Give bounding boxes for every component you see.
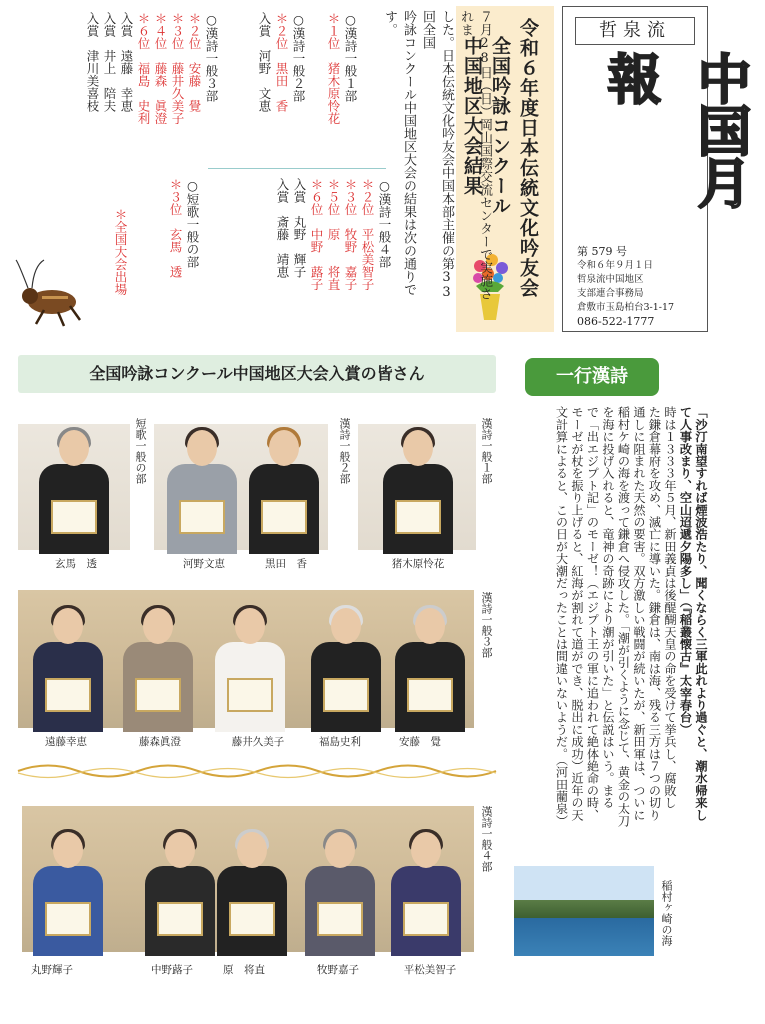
photo-caption: 中野蕗子 <box>151 964 193 976</box>
result-entry: 入賞 井上 陪夫 <box>102 12 117 112</box>
issue-info <box>577 245 674 329</box>
person-figure <box>391 832 461 952</box>
poem-paragraph-line: で「出エジプト記」のモーゼ！（エジプト王の軍に追われて絶体絶命の時、 <box>585 406 600 821</box>
photo-group-label: 漢詩一般２部 <box>338 418 351 484</box>
photo-caption: 藤井久美子 <box>231 736 285 748</box>
photo-caption: 平松美智子 <box>403 964 457 976</box>
photo-caption: 玄馬 透 <box>55 558 97 570</box>
photo-group-label: 漢詩一般４部 <box>480 806 493 872</box>
results-kanshi-1 <box>325 12 359 170</box>
intro-text <box>380 10 494 310</box>
photo-group-3 <box>18 590 474 728</box>
poem-banner: 一行漢詩 <box>525 358 659 396</box>
person-figure <box>123 608 193 728</box>
person-figure <box>33 832 103 952</box>
person-figure <box>383 430 453 550</box>
brand-label: 哲泉流 <box>575 17 695 45</box>
photo-group-4 <box>22 806 474 952</box>
person-figure <box>311 608 381 728</box>
results-kanshi-4 <box>274 178 393 336</box>
photo-winner <box>358 424 476 550</box>
result-entry: 入賞 河野 文恵 <box>257 12 272 112</box>
result-entry: 入賞 丸野 輝子 <box>292 178 307 278</box>
result-entry: ＊３位 藤井久美子 <box>170 12 185 125</box>
newsletter-title-text: 中国月報 <box>599 51 752 207</box>
photo-caption: 丸野輝子 <box>31 964 73 976</box>
org-address: 倉敷市玉島柏台3-1-17 <box>577 302 675 313</box>
event-title-line3: 中国地区大会結果 <box>461 36 483 196</box>
result-entry: ＊２位 安藤 覺 <box>187 12 202 112</box>
result-entry: ＊１位 猪木原怜花 <box>326 12 341 125</box>
ornament-divider <box>18 760 496 782</box>
person-figure <box>215 608 285 728</box>
intro-line: ７月28日（日）岡山国際交流センターで実施されま <box>458 10 492 300</box>
result-entry: ＊３位 牧野 嘉子 <box>343 178 358 291</box>
result-entry: ＊２位 黒田 香 <box>274 12 289 112</box>
national-note-text: ＊全国大会出場 <box>113 208 128 296</box>
photo-caption: 福島史利 <box>319 736 361 748</box>
result-entry: ＊６位 福島 史利 <box>136 12 151 125</box>
results-kanshi-2 <box>256 12 307 170</box>
photo-caption: 安藤 覺 <box>399 736 441 748</box>
result-heading: ○短歌一般の部 <box>185 178 200 268</box>
person-figure <box>33 608 103 728</box>
results-tanka <box>167 178 201 336</box>
result-entry: ＊４位 藤森 眞澄 <box>153 12 168 125</box>
org-name: 哲泉流中国地区 <box>577 274 644 285</box>
person-figure <box>145 832 215 952</box>
issue-date: 令和６年９月１日 <box>577 260 654 271</box>
poem-paragraph-line: 稲村ケ崎の海を渡って鎌倉へ侵攻した。「潮が引くように念じて、黄金の太刀 <box>616 406 631 827</box>
intro-line: した。日本伝統文化吟友会中国本部主催の第33回全国 <box>420 10 454 300</box>
result-entry: 入賞 津川美喜枝 <box>85 12 100 112</box>
photo-caption: 原 将直 <box>223 964 265 976</box>
issue-number: 第 579 号 <box>577 245 627 258</box>
result-entry: 入賞 斎藤 靖恵 <box>275 178 290 278</box>
result-heading: ○漢詩一般４部 <box>377 178 392 268</box>
photo-caption: 牧野嘉子 <box>317 964 359 976</box>
masthead <box>562 6 752 332</box>
photo-winners <box>154 424 328 550</box>
divider <box>208 168 386 169</box>
event-title-line1: 令和６年度日本伝統文化吟友会 <box>517 18 539 298</box>
result-entry: ＊５位 原 将直 <box>326 178 341 291</box>
person-figure <box>217 832 287 952</box>
poem-section <box>512 400 712 840</box>
person-figure <box>305 832 375 952</box>
results-kanshi-3 <box>84 12 220 170</box>
newsletter-title <box>585 51 752 231</box>
poem-paragraph-line: た鎌倉幕府を攻め、滅亡に導いた。鎌倉は、南は海、残る三方は７つの切り <box>647 406 662 821</box>
person-figure <box>39 430 109 550</box>
poem-paragraph-line: 通しに阻まれた天然の要害。双方激しい戦闘が続いたが、新田軍は、ついに <box>632 406 646 821</box>
sea-photo-caption: 稲村ヶ崎の海 <box>660 880 673 946</box>
photo-caption: 藤森眞澄 <box>139 736 181 748</box>
result-entry: ＊６位 中野 蕗子 <box>309 178 324 291</box>
org-office: 支部連合事務局 <box>577 288 644 299</box>
photo-group-label: 漢詩一般１部 <box>480 418 493 484</box>
photo-caption: 遠藤幸恵 <box>45 736 87 748</box>
photo-winner <box>18 424 130 550</box>
photo-caption: 黒田 香 <box>265 558 307 570</box>
photo-caption: 河野文恵 <box>183 558 225 570</box>
result-heading: ○漢詩一般２部 <box>291 12 306 102</box>
poem-paragraph-line: 文計算によると、この日が大潮だったことは間違いないようだ。（河田藺泉） <box>554 406 569 827</box>
section-banner: 全国吟詠コンクール中国地区大会入賞の皆さん <box>18 355 496 393</box>
result-heading: ○漢詩一般３部 <box>204 12 219 102</box>
result-heading: ○漢詩一般１部 <box>343 12 358 102</box>
photo-caption: 猪木原怜花 <box>391 558 445 570</box>
poem-quote: 「沙汀南望すれば煙波浩たり、聞くならく三軍此れより過ぐと、潮水帰来して人事改まり、空山迢遞夕陽多し」（『稲叢懐古』太宰春台） <box>678 406 708 821</box>
poem-paragraph-line: モーゼが杖を振り上げると、紅海が割れて道ができ、脱出に成功）近年の天 <box>570 406 584 821</box>
person-figure <box>249 430 319 550</box>
poem-paragraph-line: を海に投げ入れると、竜神の奇跡により潮が引いた」と伝説はいう。まる <box>601 406 615 809</box>
poem-paragraph-line: 時は１３３３年５月、新田義貞は後醍醐天皇の命を受けて挙兵し、腐敗し <box>663 406 677 809</box>
result-entry: ＊２位 平松美智子 <box>360 178 375 291</box>
poem-text <box>553 406 708 830</box>
person-figure <box>167 430 237 550</box>
photo-group-label: 短歌一般の部 <box>134 418 147 484</box>
event-title-line2: 全国吟詠コンクール <box>489 36 511 216</box>
result-entry: 入賞 遠藤 幸恵 <box>119 12 134 112</box>
intro-line: 吟詠コンクール中国地区大会の結果は次の通りです。 <box>382 10 416 296</box>
photo-group-label: 漢詩一般３部 <box>480 592 493 658</box>
org-phone: 086-522-1777 <box>577 315 655 328</box>
person-figure <box>395 608 465 728</box>
cricket-icon <box>14 258 84 328</box>
sea-photo <box>514 866 654 956</box>
result-entry: ＊３位 玄馬 透 <box>168 178 183 278</box>
national-note <box>112 208 129 366</box>
